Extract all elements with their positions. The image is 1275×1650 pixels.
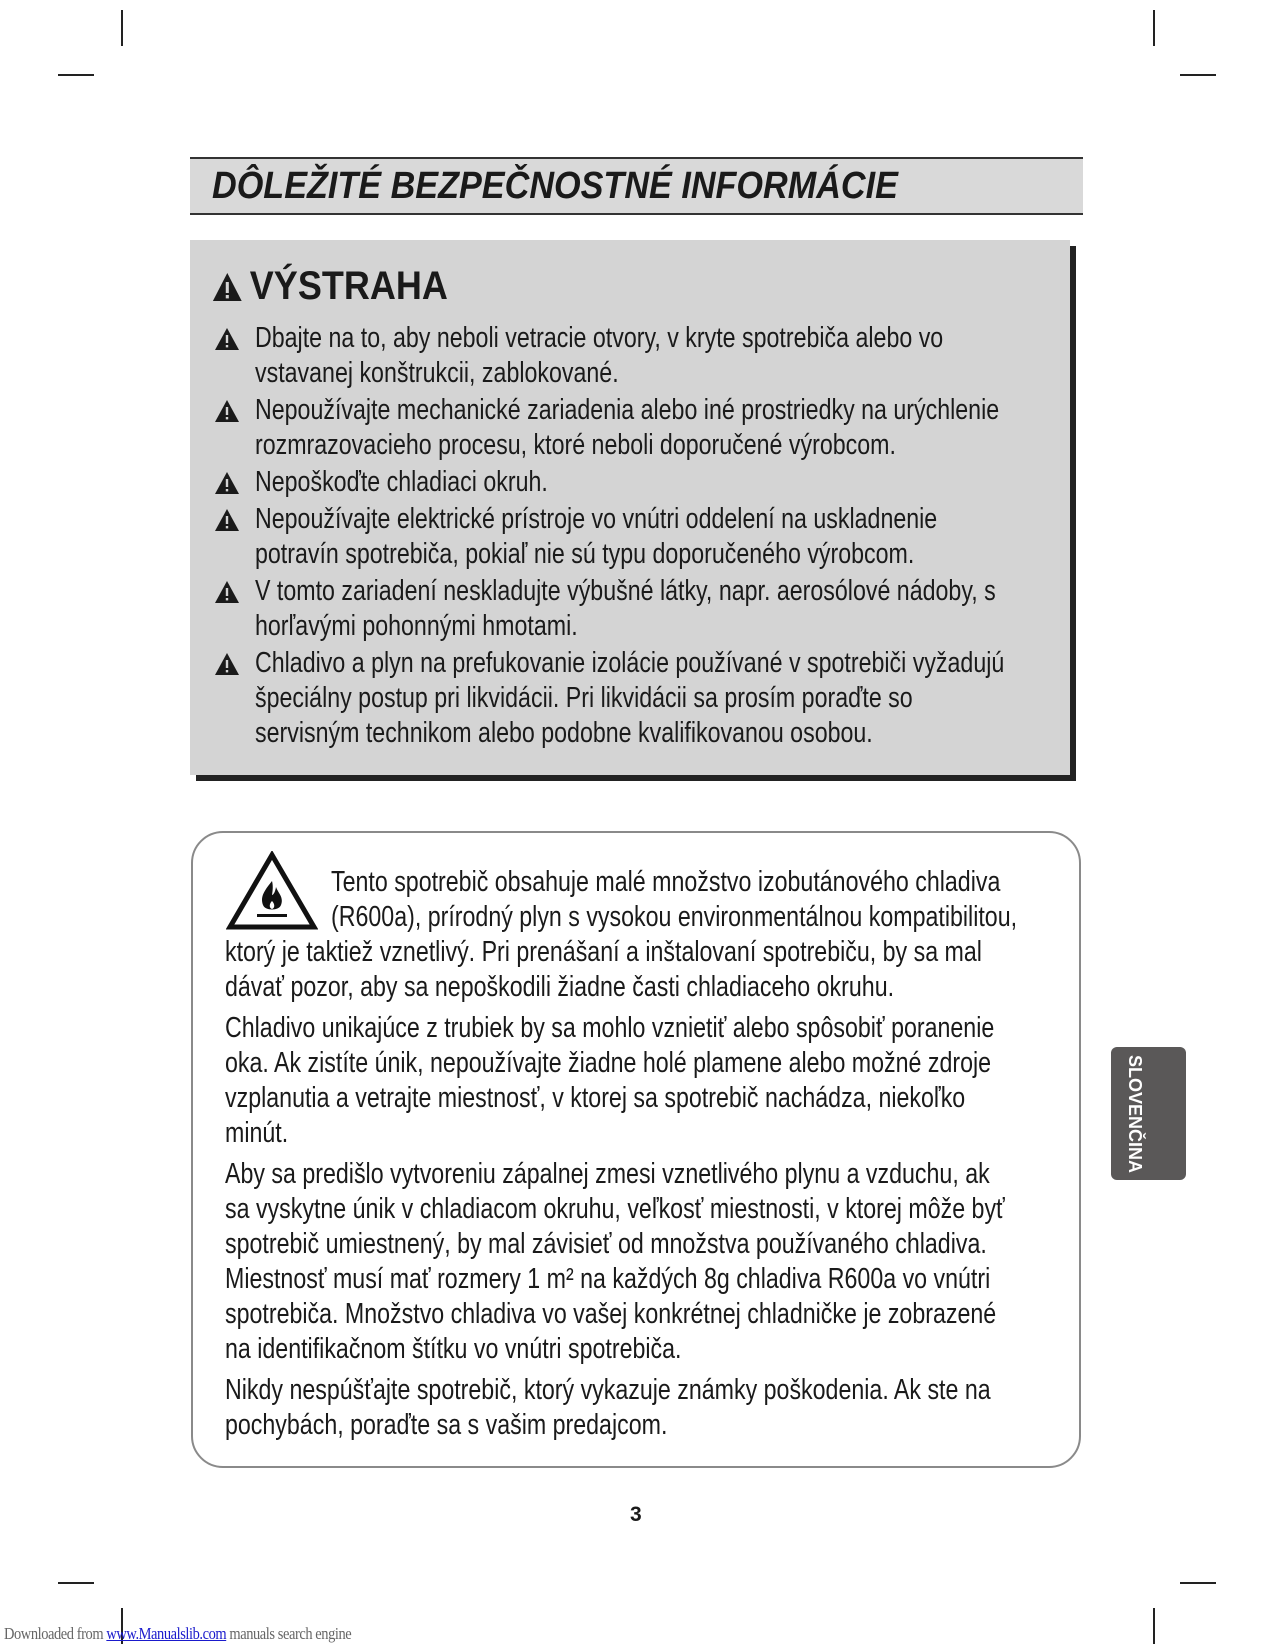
info-paragraph-line: minút. [225,1117,289,1149]
crop-mark [121,10,123,46]
warning-bullet-icon [214,327,240,351]
info-paragraph-line: na identifikačnom štítku vo vnútri spotrebiča. [225,1333,682,1365]
warning-item-line: servisným technikom alebo podobne kvalifikovanou osobou. [255,717,873,749]
crop-mark [1153,10,1155,46]
language-tab [1111,1047,1186,1180]
warning-item-line: špeciálny postup pri likvidácii. Pri likvidácii sa prosím poraďte so [255,682,913,714]
warning-item-line: rozmrazovacieho procesu, ktoré neboli doporučené výrobcom. [255,429,896,461]
warning-item-line: V tomto zariadení neskladujte výbušné látky, napr. aerosólové nádoby, s [255,575,996,607]
warning-item-line: Nepoužívajte mechanické zariadenia alebo iné prostriedky na urýchlenie [255,394,1000,426]
page-title: DÔLEŽITÉ BEZPEČNOSTNÉ INFORMÁCIE [212,165,898,207]
warning-box [190,240,1070,775]
warning-item-line: horľavými pohonnými hmotami. [255,610,578,642]
footer-suffix: manuals search engine [226,1624,352,1643]
warning-item-line: vstavanej konštrukcii, zablokované. [255,357,619,389]
warning-item-line: Nepoužívajte elektrické prístroje vo vnútri oddelení na uskladnenie [255,503,938,535]
crop-mark [1153,1608,1155,1644]
warning-title: VÝSTRAHA [249,264,448,308]
warning-heading [212,264,448,309]
info-paragraph-line: spotrebič umiestnený, by mal závisieť od množstva používaného chladiva. [225,1228,987,1260]
info-paragraph-line: Nikdy nespúšťajte spotrebič, ktorý vykazuje známky poškodenia. Ak ste na [225,1374,991,1406]
manualslib-link[interactable]: www.Manualslib.com [106,1624,227,1643]
info-paragraph-line: Tento spotrebič obsahuje malé množstvo izobutánového chladiva [331,866,1001,898]
info-paragraph-line: Chladivo unikajúce z trubiek by sa mohlo vznietiť alebo spôsobiť poranenie [225,1012,995,1044]
warning-bullet-icon [214,580,240,604]
warning-item-line: Dbajte na to, aby neboli vetracie otvory, v kryte spotrebiča alebo vo [255,322,944,354]
warning-bullet-icon [214,508,240,532]
warning-bullet-icon [214,652,240,676]
warning-triangle-icon [212,272,243,302]
info-paragraph-line: Aby sa predišlo vytvoreniu zápalnej zmesi vznetlivého plynu a vzduchu, ak [225,1158,990,1190]
info-paragraph-line: oka. Ak zistíte únik, nepoužívajte žiadne holé plamene alebo možné zdroje [225,1047,992,1079]
language-label: SLOVENČINA [1125,1055,1145,1174]
info-paragraph-line: (R600a), prírodný plyn s vysokou environmentálnou kompatibilitou, [331,901,1018,933]
footer-prefix: Downloaded from [4,1624,107,1643]
warning-bullet-icon [214,399,240,423]
crop-mark [1180,1582,1216,1584]
info-paragraph-line: ktorý je taktiež vznetlivý. Pri prenášaní a inštalovaní spotrebiču, by sa mal [225,936,982,968]
page-number: 3 [630,1503,642,1526]
warning-item-line: Chladivo a plyn na prefukovanie izolácie používané v spotrebiči vyžadujú [255,647,1005,679]
warning-item-line: potravín spotrebiča, pokiaľ nie sú typu doporučeného výrobcom. [255,538,915,570]
info-paragraph-line: sa vyskytne únik v chladiacom okruhu, veľkosť miestnosti, v ktorej môže byť [225,1193,1005,1225]
flammable-warning-icon [226,851,318,931]
section-header [190,157,1083,215]
crop-mark [1180,74,1216,76]
info-paragraph-line: pochybách, poraďte sa s vašim predajcom. [225,1409,668,1441]
warning-bullet-icon [214,471,240,495]
info-paragraph-line: dávať pozor, aby sa nepoškodili žiadne časti chladiaceho okruhu. [225,971,895,1003]
info-paragraph-line: Miestnosť musí mať rozmery 1 m² na každých 8g chladiva R600a vo vnútri [225,1263,991,1295]
crop-mark [58,74,94,76]
footer [4,1624,351,1644]
refrigerant-info-box [191,831,1081,1468]
info-paragraph-line: vzplanutia a vetrajte miestnosť, v ktorej sa spotrebič nachádza, niekoľko [225,1082,966,1114]
info-paragraph-line: spotrebiča. Množstvo chladiva vo vašej konkrétnej chladničke je zobrazené [225,1298,997,1330]
crop-mark [58,1582,94,1584]
warning-item-line: Nepoškoďte chladiaci okruh. [255,466,548,498]
